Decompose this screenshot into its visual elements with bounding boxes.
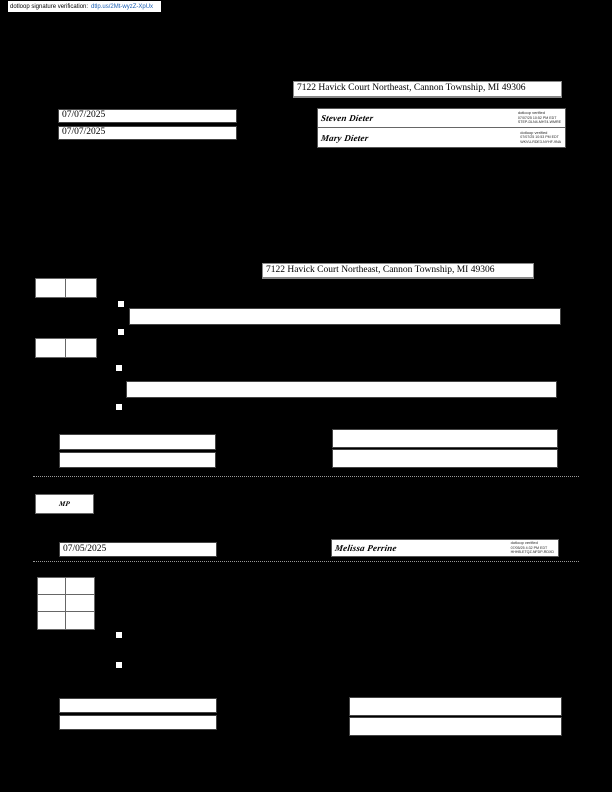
- verification-label: dotloop signature verification:: [10, 3, 89, 10]
- signature-field-3[interactable]: [332, 429, 558, 448]
- property-address-field[interactable]: [293, 81, 562, 98]
- verification-link[interactable]: dtlp.us/2Mt-wyzZ-XpUx: [91, 3, 154, 10]
- date-field-7[interactable]: [59, 715, 217, 730]
- initials-box-3c[interactable]: [37, 594, 66, 612]
- stamp-date-1: 07/07/25 10:52 PM EDT: [517, 115, 557, 120]
- initials-box-3a[interactable]: [37, 577, 66, 595]
- signature-field-5[interactable]: [349, 697, 562, 716]
- initials-box-2b[interactable]: [65, 338, 97, 358]
- stamp-verified-agent: dotloop verified: [510, 540, 538, 546]
- checkbox-option-1[interactable]: [118, 301, 124, 307]
- text-field-option-3[interactable]: [126, 381, 557, 398]
- date-field-2[interactable]: [58, 126, 237, 140]
- signature-name-agent: Melissa Perrine: [334, 543, 398, 553]
- initials-box-3d[interactable]: [65, 594, 95, 612]
- section-divider-1: [33, 476, 579, 477]
- checkbox-option-6[interactable]: [116, 662, 122, 668]
- initials-box-1b[interactable]: [65, 278, 97, 298]
- initials-box-3b[interactable]: [65, 577, 95, 595]
- section-divider-2: [33, 561, 579, 562]
- stamp-date-agent: 07/05/25 4:32 PM EDT: [510, 545, 548, 550]
- initials-signature-box[interactable]: [35, 494, 94, 514]
- signature-row-1[interactable]: [318, 109, 565, 128]
- stamp-id-1: STEP-DLN4-MH74-WMRE: [517, 120, 561, 125]
- dotloop-stamp-1: [518, 111, 561, 125]
- date-field-5[interactable]: [59, 542, 217, 557]
- date-text-2: 07/07/2025: [62, 127, 106, 138]
- property-address-field-2[interactable]: [262, 263, 534, 279]
- initials-box-3f[interactable]: [65, 611, 95, 630]
- signature-block-sellers: [317, 108, 566, 148]
- signature-row-agent: [332, 540, 558, 556]
- signature-name-2: Mary Dieter: [320, 132, 370, 143]
- date-field-3[interactable]: [59, 434, 216, 450]
- property-address-text-2: 7122 Havick Court Northeast, Cannon Township, MI 49306: [266, 264, 495, 275]
- date-field-1[interactable]: [58, 109, 237, 123]
- date-field-4[interactable]: [59, 452, 216, 468]
- stamp-id-agent: HHHB-ETQZ-NFDP-RDXD: [510, 550, 554, 555]
- initials-signature: MP: [58, 500, 71, 508]
- checkbox-option-2[interactable]: [118, 329, 124, 335]
- checkbox-option-4[interactable]: [116, 404, 122, 410]
- dotloop-stamp-2: [520, 131, 561, 145]
- signature-field-6[interactable]: [349, 717, 562, 736]
- initials-box-3e[interactable]: [37, 611, 66, 630]
- signature-row-2[interactable]: [318, 128, 565, 147]
- stamp-verified-2: dotloop verified: [520, 129, 548, 135]
- verification-banner: [8, 1, 161, 12]
- date-text-5: 07/05/2025: [63, 543, 107, 554]
- signature-block-agent[interactable]: [331, 539, 559, 557]
- initials-box-2a[interactable]: [35, 338, 66, 358]
- dotloop-stamp-agent: [511, 541, 554, 555]
- checkbox-option-5[interactable]: [116, 632, 122, 638]
- text-field-option-1[interactable]: [129, 308, 561, 325]
- checkbox-option-3[interactable]: [116, 365, 122, 371]
- property-address-text: 7122 Havick Court Northeast, Cannon Township, MI 49306: [297, 83, 526, 94]
- stamp-verified-1: dotloop verified: [517, 110, 545, 116]
- date-text-1: 07/07/2025: [62, 110, 106, 121]
- signature-field-4[interactable]: [332, 449, 558, 468]
- stamp-date-2: 07/07/25 10:53 PM EDT: [520, 135, 559, 140]
- initials-box-1a[interactable]: [35, 278, 66, 298]
- date-field-6[interactable]: [59, 698, 217, 713]
- stamp-id-2: WKVU-RDE3-NYHF-9NA: [520, 139, 561, 144]
- signature-name-1: Steven Dieter: [320, 113, 375, 123]
